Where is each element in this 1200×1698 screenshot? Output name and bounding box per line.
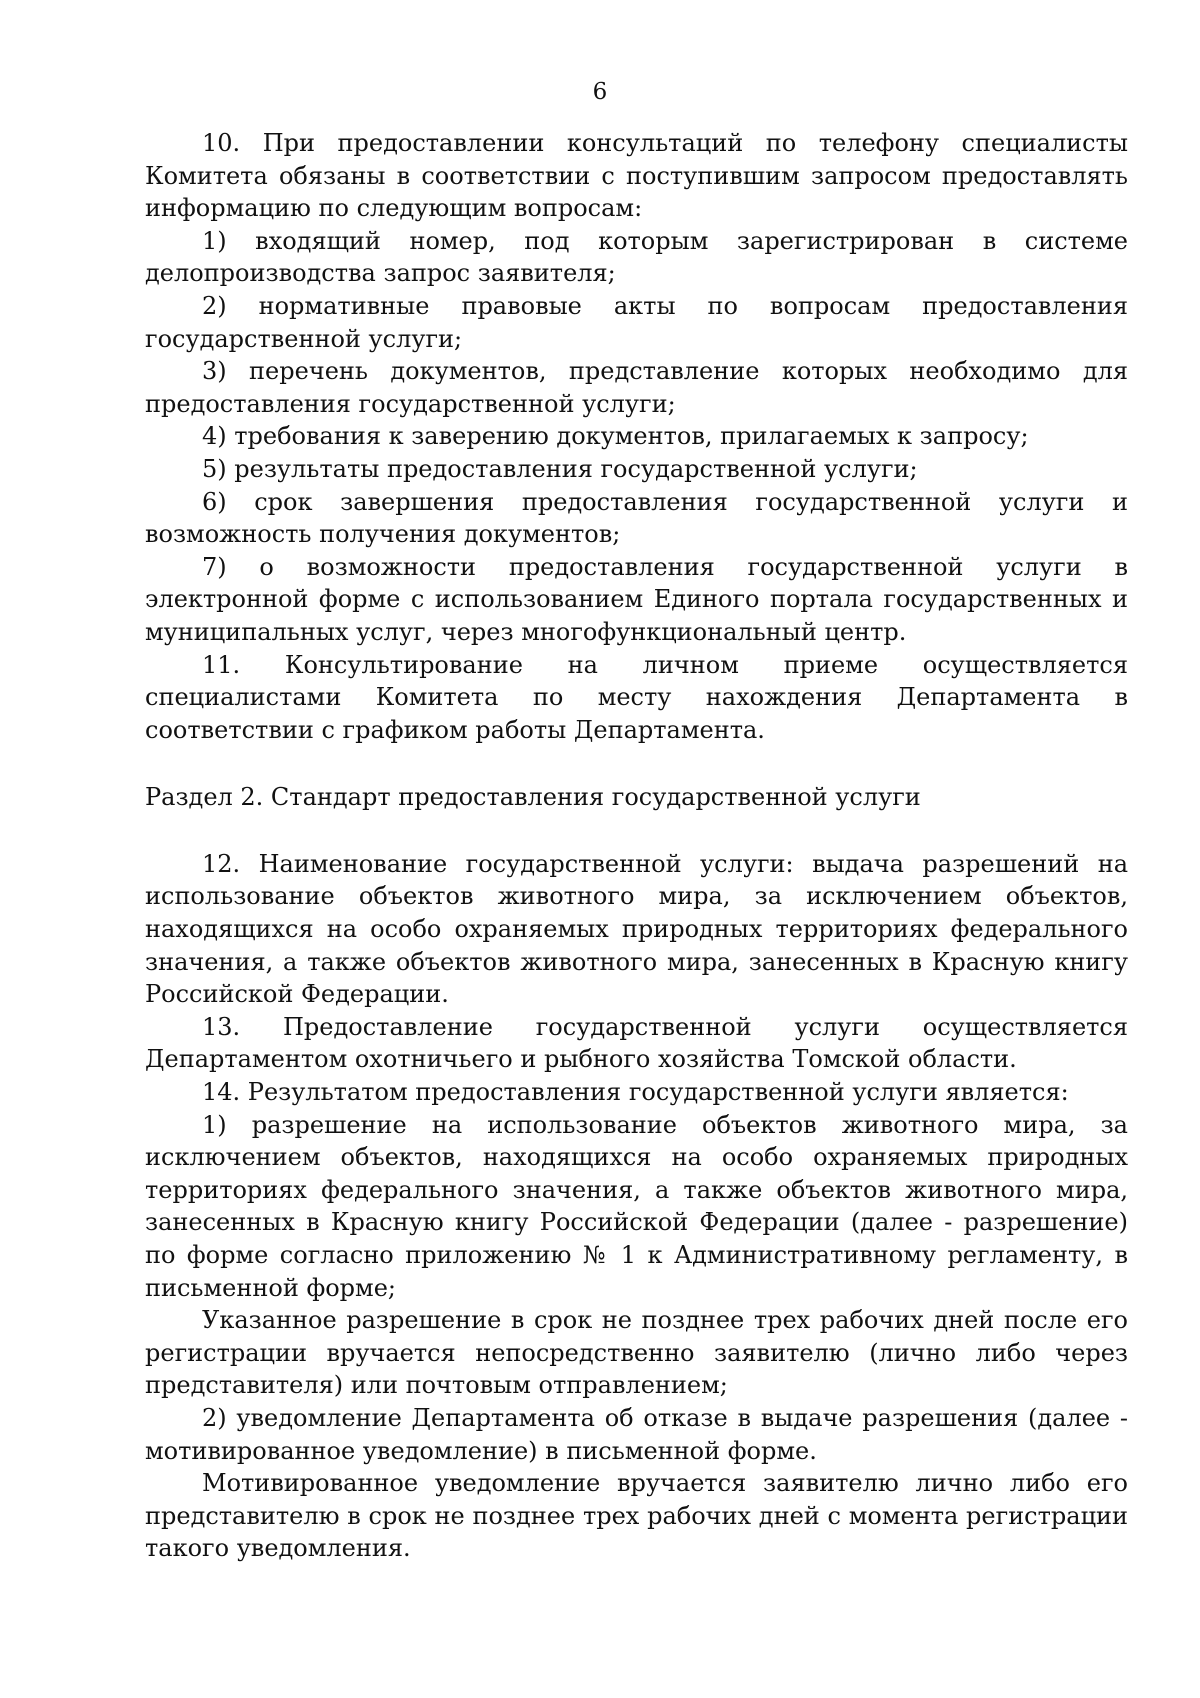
result-item-2-note: Мотивированное уведомление вручается заявителю лично либо его представителю в срок не позднее трех рабочих дней с момента регистрации такого уведомления.: [145, 1469, 1128, 1563]
document-body: [145, 127, 1128, 1565]
paragraph-12: 12. Наименование государственной услуги: выдача разрешений на использование объектов животного мира, за исключением объектов, находящихся на особо охраняемых природных территориях федерального значения, а также объектов животного мира, занесенных в Красную книгу Российской Федерации.: [145, 849, 1128, 1009]
section-heading: Раздел 2. Стандарт предоставления государственной услуги: [145, 783, 921, 812]
paragraph-10: 10. При предоставлении консультаций по телефону специалисты Комитета обязаны в соответствии с поступившим запросом предоставлять информацию по следующим вопросам:: [145, 129, 1128, 223]
list-item-3: 3) перечень документов, представление которых необходимо для предоставления государственной услуги;: [145, 357, 1128, 418]
page-number: 6: [592, 79, 608, 105]
list-item-5: 5) результаты предоставления государственной услуги;: [202, 454, 918, 483]
result-item-2: 2) уведомление Департамента об отказе в выдаче разрешения (далее - мотивированное уведомление) в письменной форме.: [145, 1403, 1128, 1465]
list-item-6: 6) срок завершения предоставления государственной услуги и возможность получения документов;: [145, 487, 1128, 549]
list-item-2: 2) нормативные правовые акты по вопросам предоставления государственной услуги;: [145, 291, 1128, 353]
paragraph-14: 14. Результатом предоставления государственной услуги является:: [202, 1078, 1069, 1107]
list-item-7: 7) о возможности предоставления государственной услуги в электронной форме с использованием Единого портала государственных и муниципальных услуг, через многофункциональный центр.: [145, 552, 1128, 646]
list-item-4: 4) требования к заверению документов, прилагаемых к запросу;: [202, 422, 1029, 451]
result-item-1-note: Указанное разрешение в срок не позднее трех рабочих дней после его регистрации вручается непосредственно заявителю (лично либо через представителя) или почтовым отправлением;: [145, 1306, 1128, 1400]
list-item-1: 1) входящий номер, под которым зарегистрирован в системе делопроизводства запрос заявителя;: [145, 226, 1128, 288]
paragraph-13: 13. Предоставление государственной услуги осуществляется Департаментом охотничьего и рыбного хозяйства Томской области.: [145, 1012, 1128, 1074]
result-item-1: 1) разрешение на использование объектов животного мира, за исключением объектов, находящихся на особо охраняемых природных территориях федерального значения, а также объектов животного мира, занесенных в Красную книгу Российской Федерации (далее - разрешение) по форме согласно приложению № 1 к Административному регламенту, в письменной форме;: [145, 1110, 1128, 1302]
paragraph-11: 11. Консультирование на личном приеме осуществляется специалистами Комитета по месту нахождения Департамента в соответствии с графиком работы Департамента.: [145, 650, 1128, 744]
